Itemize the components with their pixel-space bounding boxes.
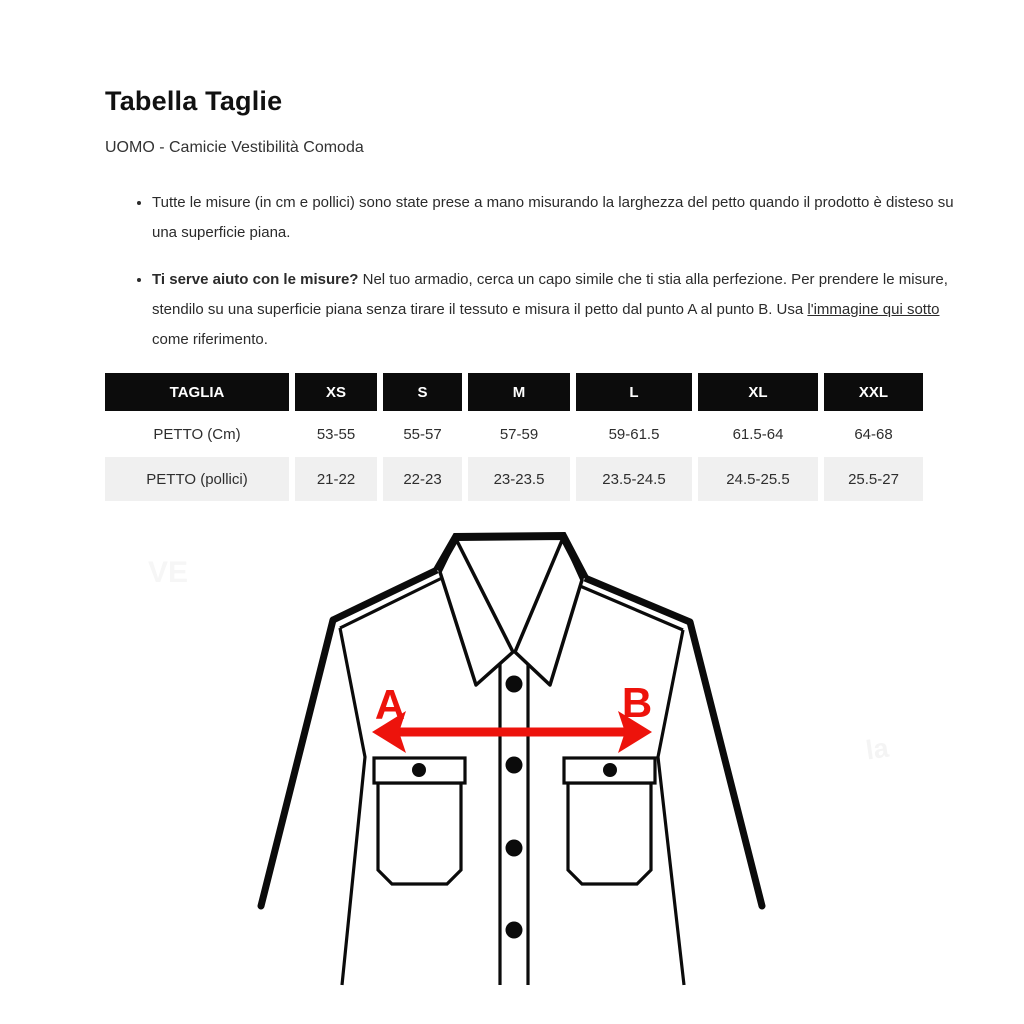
note-text: stendilo su una superficie piana senza tirare il tessuto e misura il petto dal punto A al punto B. Usa (152, 301, 808, 318)
shirt-collar-leaf-left (440, 539, 513, 685)
point-b-label: B (621, 679, 653, 726)
size-table-header-cell: S (383, 373, 462, 411)
size-table (105, 373, 923, 501)
note-bold-lead: Ti serve aiuto con le misure? (152, 271, 359, 288)
shirt-shoulder-seam-right (580, 586, 683, 630)
watermark-fragment: la (863, 732, 891, 766)
size-table-cell: 64-68 (824, 411, 923, 457)
shirt-sleeve-right (690, 622, 762, 906)
size-table-cell: 59-61.5 (576, 411, 692, 457)
size-table-cell: 61.5-64 (698, 411, 818, 457)
notes-list (122, 188, 962, 372)
size-table-cell: 25.5-27 (824, 457, 923, 501)
shirt-shoulder-seam-left (340, 578, 442, 628)
page-subtitle: UOMO - Camicie Vestibilità Comoda (105, 139, 364, 156)
shirt-body-left-line (340, 628, 365, 985)
note-item-help (152, 265, 962, 355)
size-table-header-cell: XS (295, 373, 377, 411)
shirt-body-right-line (658, 630, 684, 985)
shirt-measurement-diagram (230, 525, 795, 990)
note-line: una superficie piana. (152, 224, 291, 241)
size-table-header-cell: L (576, 373, 692, 411)
shirt-sleeve-left (261, 620, 333, 906)
note-line (152, 265, 962, 295)
shirt-shoulder-right (585, 578, 690, 622)
point-a-label: A (374, 681, 406, 728)
shirt-pocket-button-left (412, 763, 426, 777)
shirt-button (506, 840, 523, 857)
watermark-fragment: VE (148, 556, 189, 589)
size-table-header-cell: M (468, 373, 570, 411)
size-table-cell: 57-59 (468, 411, 570, 457)
shirt-button (506, 676, 523, 693)
size-table-row-label: PETTO (pollici) (105, 457, 289, 501)
size-table-cell: 23-23.5 (468, 457, 570, 501)
shirt-pocket-right (568, 783, 651, 884)
size-table-cell: 21-22 (295, 457, 377, 501)
shirt-pocket-left (378, 783, 461, 884)
note-line (152, 295, 962, 325)
note-item-measurements (152, 188, 962, 248)
size-table-cell: 55-57 (383, 411, 462, 457)
image-below-link[interactable]: l'immagine qui sotto (807, 301, 940, 318)
size-table-cell: 22-23 (383, 457, 462, 501)
shirt-shoulder-left (333, 570, 437, 620)
size-table-row-label: PETTO (Cm) (105, 411, 289, 457)
page-title: Tabella Taglie (105, 86, 283, 116)
size-table-header-cell: XXL (824, 373, 923, 411)
size-table-cell: 23.5-24.5 (576, 457, 692, 501)
note-line: come riferimento. (152, 331, 268, 348)
shirt-drawing (230, 525, 795, 990)
shirt-pocket-button-right (603, 763, 617, 777)
shirt-button (506, 922, 523, 939)
size-table-header-cell: XL (698, 373, 818, 411)
note-line: • Tutte le misure (in cm e pollici) sono state prese a mano misurando la larghezza del petto quando il prodotto è disteso su (152, 194, 954, 211)
note-text: Nel tuo armadio, cerca un capo simile che ti stia alla perfezione. Per prendere le misure, (358, 271, 948, 288)
size-table-header-cell: TAGLIA (105, 373, 289, 411)
size-table-cell: 24.5-25.5 (698, 457, 818, 501)
size-table-cell: 53-55 (295, 411, 377, 457)
shirt-button (506, 757, 523, 774)
